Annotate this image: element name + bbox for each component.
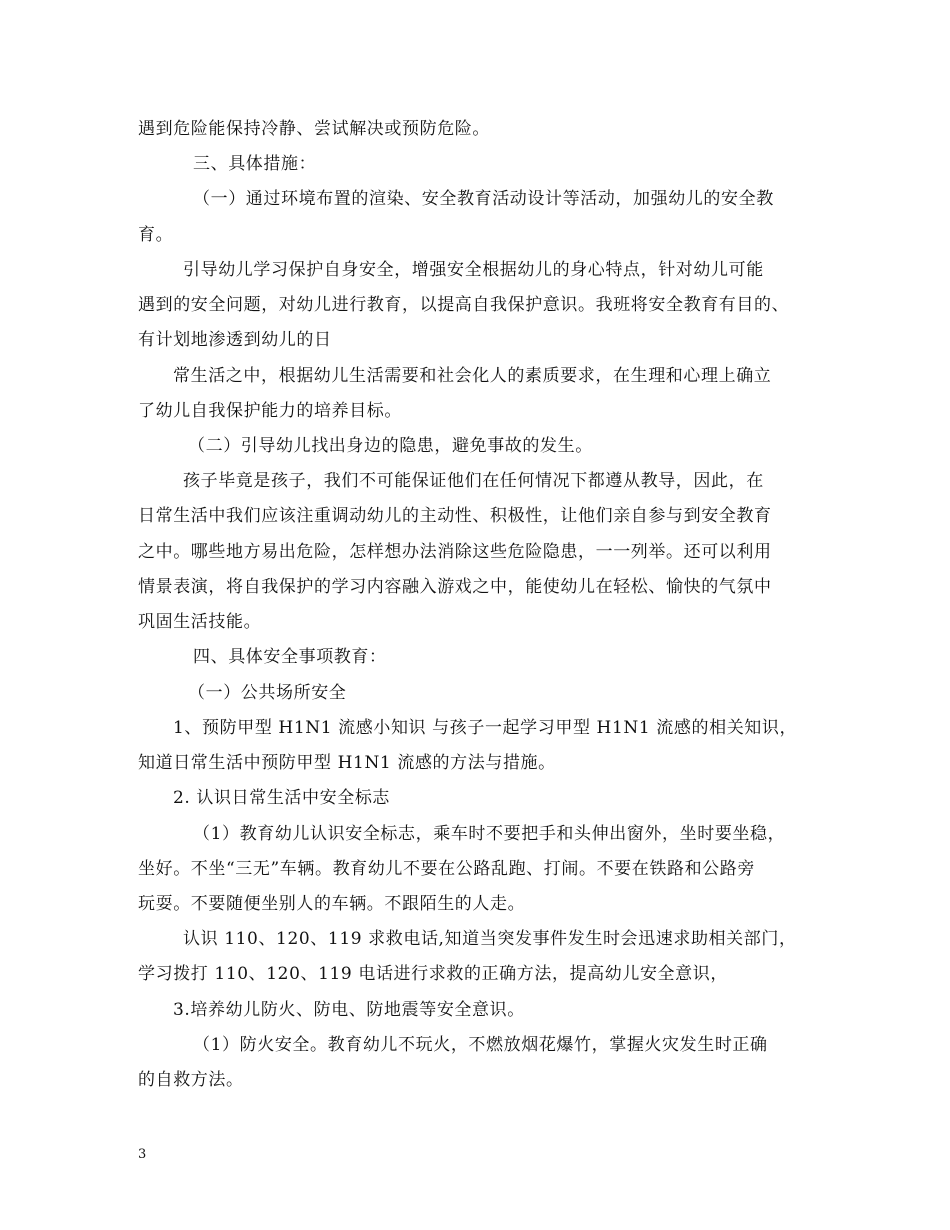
- text-line: 遇到的安全问题，对幼儿进行教育，以提高自我保护意识。我班将安全教育有目的、: [138, 295, 790, 315]
- text-line: 坐好。不坐“三无”车辆。教育幼儿不要在公路乱跑、打闹。不要在铁路和公路旁: [138, 859, 755, 879]
- subsection-heading: （一）公共场所安全: [188, 683, 347, 703]
- text-line: 常生活之中，根据幼儿生活需要和社会化人的素质要求，在生理和心理上确立: [173, 366, 772, 386]
- text-line: 的自救方法。: [138, 1070, 244, 1090]
- page-number: 3: [138, 1147, 147, 1162]
- text-line: 玩耍。不要随便坐别人的车辆。不跟陌生的人走。: [138, 894, 526, 914]
- section-heading: 四、具体安全事项教育：: [193, 647, 387, 667]
- list-heading: 3.培养幼儿防火、防电、防地震等安全意识。: [173, 1000, 525, 1020]
- text-line: 情景表演，将自我保护的学习内容融入游戏之中，能使幼儿在轻松、愉快的气氛中: [138, 577, 772, 597]
- text-line: 日常生活中我们应该注重调动幼儿的主动性、积极性，让他们亲自参与到安全教育: [138, 506, 772, 526]
- text-line: 引导幼儿学习保护自身安全，增强安全根据幼儿的身心特点，针对幼儿可能: [183, 260, 764, 280]
- subsection-heading: （二）引导幼儿找出身边的隐患，避免事故的发生。: [188, 436, 593, 456]
- text-line: 遇到危险能保持冷静、尝试解决或预防危险。: [138, 119, 490, 139]
- text-line: 了幼儿自我保护能力的培养目标。: [138, 401, 402, 421]
- text-line: 之中。哪些地方易出危险，怎样想办法消除这些危险隐患，一一列举。还可以利用: [138, 542, 772, 562]
- text-line: （1）教育幼儿认识安全标志，乘车时不要把手和头伸出窗外，坐时要坐稳，: [193, 824, 786, 844]
- section-heading: 三、具体措施：: [193, 154, 317, 174]
- text-line: 学习拨打 110、120、119 电话进行求救的正确方法，提高幼儿安全意识，: [138, 964, 728, 984]
- text-line: 巩固生活技能。: [138, 612, 262, 632]
- text-line: 认识 110、120、119 求救电话,知道当突发事件发生时会迅速求助相关部门，: [183, 929, 797, 949]
- text-line: 有计划地渗透到幼儿的日: [138, 330, 332, 350]
- text-line: （1）防火安全。教育幼儿不玩火，不燃放烟花爆竹，掌握火灾发生时正确: [193, 1035, 768, 1055]
- text-line: 1、预防甲型 H1N1 流感小知识 与孩子一起学习甲型 H1N1 流感的相关知识，: [173, 718, 798, 738]
- text-line: 育。: [138, 225, 174, 245]
- list-heading: 2. 认识日常生活中安全标志: [173, 788, 391, 808]
- subsection-heading: （一）通过环境布置的渲染、安全教育活动设计等活动，加强幼儿的安全教: [193, 189, 774, 209]
- text-line: 孩子毕竟是孩子，我们不可能保证他们在任何情况下都遵从教导，因此，在: [183, 471, 764, 491]
- text-line: 知道日常生活中预防甲型 H1N1 流感的方法与措施。: [138, 753, 556, 773]
